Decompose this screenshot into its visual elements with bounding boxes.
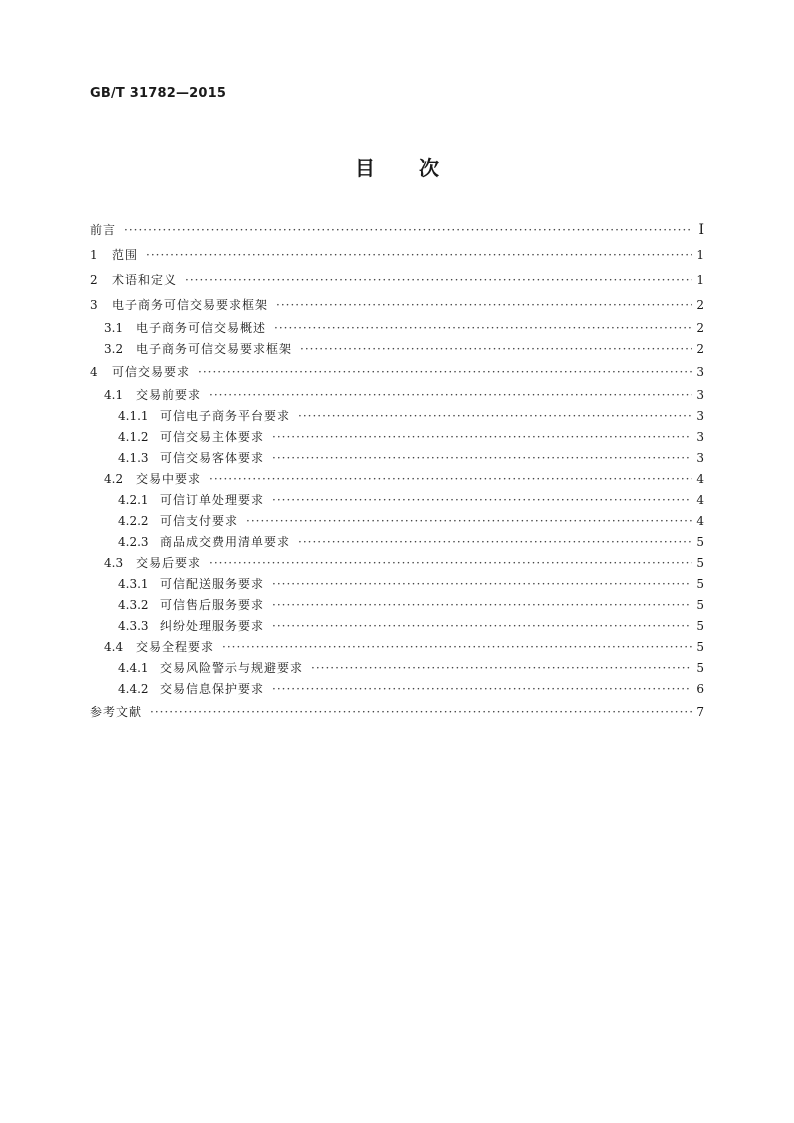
toc-entry-label: 可信交易客体要求 xyxy=(160,451,265,465)
toc-entry-label: 纠纷处理服务要求 xyxy=(160,619,265,633)
toc-entry-number: 2 xyxy=(90,273,98,287)
toc-entry-number: 1 xyxy=(90,248,98,262)
toc-entry-page: 2 xyxy=(696,342,704,356)
toc-entry-page: 6 xyxy=(696,682,704,696)
toc-entry-page: 5 xyxy=(696,640,704,654)
toc-entry-number: 3 xyxy=(90,298,98,312)
toc-entry[interactable] xyxy=(90,595,704,616)
toc-entry-page: 3 xyxy=(696,451,704,465)
toc-entry[interactable] xyxy=(90,490,704,511)
toc-entry-page: 2 xyxy=(696,298,704,312)
toc-entry-label: 可信交易主体要求 xyxy=(160,430,265,444)
toc-entry-page: 7 xyxy=(696,705,704,719)
toc-entry-number: 4.4.1 xyxy=(118,661,149,675)
toc-entry-label: 可信订单处理要求 xyxy=(160,493,265,507)
toc-entry-number: 4.3.2 xyxy=(118,598,149,612)
dot-leader xyxy=(311,658,692,679)
toc-entry[interactable] xyxy=(90,700,704,725)
dot-leader xyxy=(185,268,692,293)
toc-entry-number: 4 xyxy=(90,365,98,379)
dot-leader xyxy=(272,574,692,595)
dot-leader xyxy=(209,553,692,574)
toc-entry-label: 电子商务可信交易要求框架 xyxy=(136,342,293,356)
toc-entry[interactable] xyxy=(90,360,704,385)
toc-entry-label: 交易风险警示与规避要求 xyxy=(160,661,304,675)
toc-entry-label: 商品成交费用清单要求 xyxy=(160,535,291,549)
toc-entry[interactable] xyxy=(90,616,704,637)
dot-leader xyxy=(272,679,692,700)
toc-entry-number: 4.4.2 xyxy=(118,682,149,696)
toc-entry-number: 4.2 xyxy=(104,472,124,486)
toc-entry-page: 3 xyxy=(696,365,704,379)
toc-entry[interactable] xyxy=(90,293,704,318)
toc-entry[interactable] xyxy=(90,406,704,427)
toc-entry[interactable] xyxy=(90,469,704,490)
dot-leader xyxy=(274,318,692,339)
toc-entry-label: 电子商务可信交易要求框架 xyxy=(112,298,269,312)
toc-entry[interactable] xyxy=(90,427,704,448)
dot-leader xyxy=(222,637,692,658)
toc-entry-number: 4.2.3 xyxy=(118,535,149,549)
toc-entry-number: 4.1 xyxy=(104,388,124,402)
standard-code: GB/T 31782—2015 xyxy=(90,86,227,101)
toc-entry-label: 术语和定义 xyxy=(112,273,178,287)
toc-entry-page: 4 xyxy=(696,493,704,507)
toc-entry-number: 4.1.3 xyxy=(118,451,149,465)
toc-entry-page: 5 xyxy=(696,661,704,675)
toc-entry-label: 交易全程要求 xyxy=(136,640,215,654)
toc-entry-number: 4.4 xyxy=(104,640,124,654)
toc-entry-label: 交易后要求 xyxy=(136,556,202,570)
toc-entry[interactable] xyxy=(90,318,704,339)
dot-leader xyxy=(150,700,692,725)
dot-leader xyxy=(124,218,692,243)
toc-entry-label: 交易前要求 xyxy=(136,388,202,402)
toc-entry-label: 可信支付要求 xyxy=(160,514,239,528)
toc-entry[interactable] xyxy=(90,243,704,268)
toc-entry-label: 参考文献 xyxy=(90,705,143,719)
dot-leader xyxy=(272,448,692,469)
dot-leader xyxy=(298,532,692,553)
toc-entry-page: 5 xyxy=(696,535,704,549)
toc-entry[interactable] xyxy=(90,553,704,574)
toc-entry-page: 5 xyxy=(696,577,704,591)
toc-entry-label: 可信配送服务要求 xyxy=(160,577,265,591)
dot-leader xyxy=(246,511,692,532)
toc-entry[interactable] xyxy=(90,637,704,658)
dot-leader xyxy=(276,293,692,318)
toc-entry-number: 4.1.2 xyxy=(118,430,149,444)
toc-entry-number: 4.3.3 xyxy=(118,619,149,633)
toc-entry[interactable] xyxy=(90,658,704,679)
toc-entry-label: 交易信息保护要求 xyxy=(160,682,265,696)
toc-entry-number: 4.3 xyxy=(104,556,124,570)
toc-entry-label: 范围 xyxy=(112,248,139,262)
toc-entry-page: Ⅰ xyxy=(698,222,704,238)
toc-entry-page: 1 xyxy=(696,273,704,287)
table-of-contents xyxy=(90,218,704,725)
dot-leader xyxy=(272,490,692,511)
dot-leader xyxy=(198,360,692,385)
toc-title xyxy=(0,152,794,181)
toc-entry-number: 4.2.2 xyxy=(118,514,149,528)
toc-entry-number: 3.1 xyxy=(104,321,124,335)
dot-leader xyxy=(209,469,692,490)
toc-entry-page: 4 xyxy=(696,514,704,528)
dot-leader xyxy=(300,339,692,360)
toc-entry[interactable] xyxy=(90,532,704,553)
toc-entry-number: 4.2.1 xyxy=(118,493,149,507)
toc-entry-page: 3 xyxy=(696,430,704,444)
toc-entry-number: 4.1.1 xyxy=(118,409,149,423)
dot-leader xyxy=(272,595,692,616)
toc-entry-label: 电子商务可信交易概述 xyxy=(136,321,267,335)
toc-entry-page: 5 xyxy=(696,619,704,633)
toc-entry-label: 可信电子商务平台要求 xyxy=(160,409,291,423)
dot-leader xyxy=(298,406,692,427)
toc-entry-page: 2 xyxy=(696,321,704,335)
toc-entry-label: 可信售后服务要求 xyxy=(160,598,265,612)
toc-entry-label: 前言 xyxy=(90,223,117,237)
toc-entry[interactable] xyxy=(90,218,704,243)
toc-entry[interactable] xyxy=(90,574,704,595)
toc-entry-label: 交易中要求 xyxy=(136,472,202,486)
toc-entry[interactable] xyxy=(90,679,704,700)
toc-entry[interactable] xyxy=(90,448,704,469)
toc-entry-page: 1 xyxy=(696,248,704,262)
toc-entry-page: 5 xyxy=(696,556,704,570)
toc-title-char-2: 次 xyxy=(419,156,439,180)
toc-entry-page: 5 xyxy=(696,598,704,612)
dot-leader xyxy=(272,616,692,637)
toc-entry-number: 3.2 xyxy=(104,342,124,356)
toc-entry-page: 3 xyxy=(696,409,704,423)
toc-entry[interactable] xyxy=(90,511,704,532)
toc-entry[interactable] xyxy=(90,339,704,360)
toc-entry[interactable] xyxy=(90,268,704,293)
dot-leader xyxy=(272,427,692,448)
dot-leader xyxy=(209,385,692,406)
toc-entry[interactable] xyxy=(90,385,704,406)
dot-leader xyxy=(146,243,692,268)
toc-title-char-1: 目 xyxy=(355,156,375,180)
toc-entry-page: 4 xyxy=(696,472,704,486)
toc-entry-label: 可信交易要求 xyxy=(112,365,191,379)
toc-entry-page: 3 xyxy=(696,388,704,402)
toc-entry-number: 4.3.1 xyxy=(118,577,149,591)
